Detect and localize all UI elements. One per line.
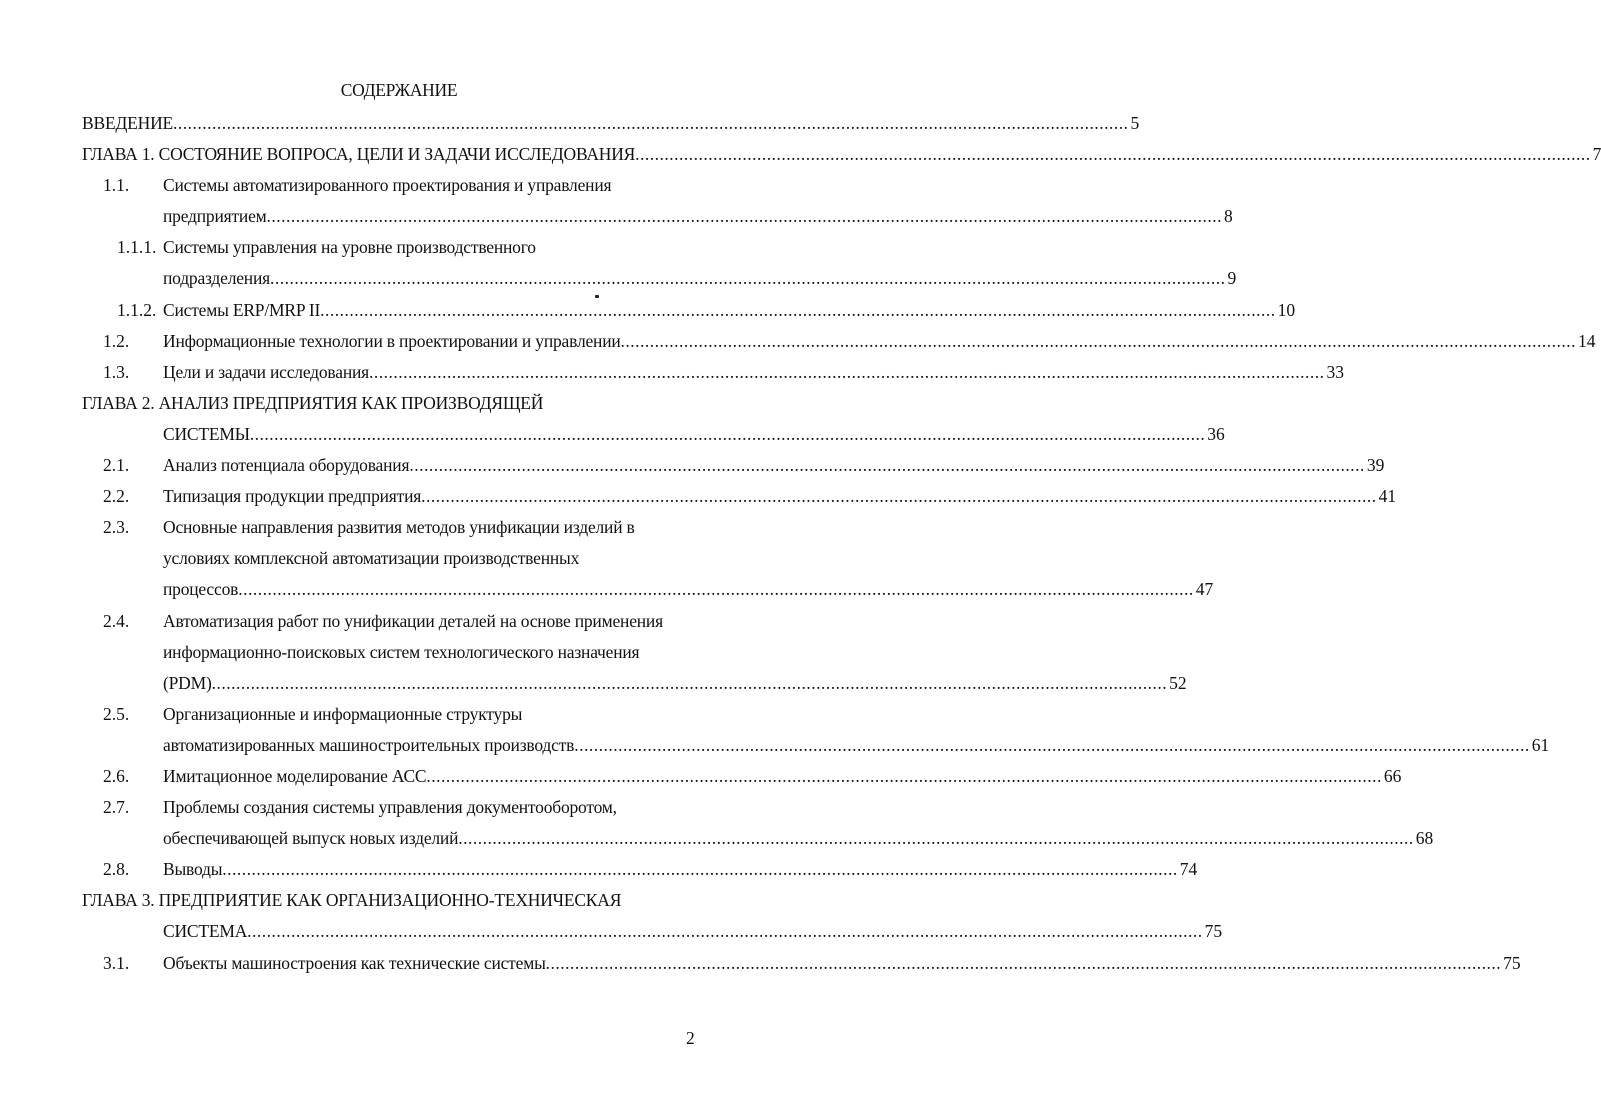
toc-entry-page: 52	[1169, 672, 1187, 693]
toc-entry-line	[82, 481, 1397, 512]
toc-entry-line	[82, 637, 697, 668]
toc-entry-number: 2.2.	[103, 486, 130, 507]
toc-entry-text: информационно-поисковых систем технологического назначения	[163, 641, 640, 662]
toc-entry-text: ГЛАВА 1. СОСТОЯНИЕ ВОПРОСА, ЦЕЛИ И ЗАДАЧИ ИССЛЕДОВАНИЯ	[82, 144, 636, 165]
dot-leader	[212, 668, 1168, 699]
toc-entry-number: 1.1.2.	[117, 299, 157, 320]
toc-entry-text: ВВЕДЕНИЕ	[82, 113, 174, 133]
toc-entry-line	[82, 606, 697, 637]
toc-entry-text: Выводы	[163, 859, 223, 880]
toc-entry-text: Автоматизация работ по унификации деталей на основе применения	[163, 610, 663, 631]
toc-entry-text: Системы автоматизированного проектирования и управления	[163, 175, 612, 196]
toc-entry-page: 5	[1130, 113, 1140, 133]
toc-entry-text: Анализ потенциала оборудования	[163, 455, 410, 476]
toc-entry-page: 68	[1415, 828, 1434, 849]
dot-leader	[320, 295, 1276, 326]
toc-entry-text: подразделения	[163, 268, 270, 289]
toc-entry-line	[82, 170, 697, 201]
toc-entry-line	[82, 450, 1385, 481]
toc-entry-line	[82, 232, 697, 263]
toc-entry-text: предприятием	[163, 206, 267, 227]
dot-leader	[267, 201, 1223, 232]
dot-leader	[426, 761, 1382, 792]
toc-entry-line	[82, 357, 1345, 388]
toc-entry-line	[82, 916, 1223, 947]
dot-leader	[546, 948, 1502, 979]
toc-entry-number: 1.1.1.	[117, 237, 157, 258]
toc-entry-page: 66	[1383, 765, 1402, 786]
toc-entry-line	[82, 730, 1550, 761]
dot-leader	[574, 730, 1530, 761]
toc-entry-text: Основные направления развития методов унификации изделий в	[163, 517, 635, 538]
toc-entry-number: 2.7.	[103, 797, 130, 818]
toc-entry-line	[82, 823, 1434, 854]
toc-entry-number: 2.4.	[103, 610, 130, 631]
toc-entry-number: 3.1.	[103, 952, 130, 973]
toc-entry-text: обеспечивающей выпуск новых изделий	[163, 828, 459, 849]
toc-entry-line	[82, 792, 697, 823]
toc-entry-number: 2.5.	[103, 703, 130, 724]
dot-leader	[250, 419, 1206, 450]
toc-entry-text: Типизация продукции предприятия	[163, 486, 422, 507]
toc-entry-page: 8	[1224, 206, 1233, 227]
toc-entry-line	[82, 512, 697, 543]
dot-leader	[173, 108, 1129, 139]
toc-entry-line	[82, 201, 1233, 232]
toc-entry-text: СИСТЕМА	[163, 921, 248, 942]
toc-entry-text: Объекты машиностроения как технические системы	[163, 952, 546, 973]
scan-speck	[595, 295, 599, 298]
dot-leader	[270, 263, 1226, 294]
toc-entry-line	[82, 854, 1198, 885]
toc-entry-page: 74	[1179, 859, 1198, 880]
toc-entry-text: (PDM)	[163, 672, 212, 693]
toc-entry-number: 2.8.	[103, 859, 130, 880]
toc-entry-text: СИСТЕМЫ	[163, 423, 250, 444]
dot-leader	[222, 854, 1178, 885]
toc-entry-line	[82, 108, 1140, 139]
toc-entry-page: 75	[1204, 921, 1223, 942]
toc-entry-line	[82, 139, 1601, 170]
toc-entry-page: 10	[1277, 299, 1296, 320]
toc-entry-text: Системы управления на уровне производственного	[163, 237, 536, 258]
toc-entry-line	[82, 885, 697, 916]
toc-entry-line	[82, 326, 1596, 357]
toc-entry-line	[82, 948, 1521, 979]
toc-entry-page: 7	[1592, 144, 1601, 165]
toc-entry-text: Системы ERP/MRP II	[163, 299, 321, 320]
toc-entry-line	[82, 761, 1402, 792]
toc-entry-line	[82, 295, 1296, 326]
dot-leader	[247, 916, 1203, 947]
toc-entry-number: 2.1.	[103, 455, 130, 476]
toc-entry-text: Имитационное моделирование АСС	[163, 765, 427, 786]
toc-entry-number: 1.3.	[103, 361, 130, 382]
toc-entry-text: процессов	[163, 579, 239, 600]
toc-entry-page: 47	[1195, 579, 1214, 600]
toc-entry-number: 2.3.	[103, 517, 130, 538]
dot-leader	[635, 139, 1591, 170]
toc-entry-text: ГЛАВА 2. АНАЛИЗ ПРЕДПРИЯТИЯ КАК ПРОИЗВОДЯЩЕЙ	[82, 392, 544, 413]
dot-leader	[421, 481, 1377, 512]
toc-entry-line	[82, 543, 697, 574]
toc-entry-number: 1.2.	[103, 330, 130, 351]
toc-entry-page: 36	[1207, 423, 1225, 444]
toc-entry-page: 14	[1578, 330, 1596, 351]
toc-entry-line	[82, 699, 697, 730]
toc-entry-text: Организационные и информационные структуры	[163, 703, 523, 724]
toc-title: СОДЕРЖАНИЕ	[340, 80, 458, 100]
dot-leader	[238, 574, 1194, 605]
toc-entry-line	[82, 668, 1187, 699]
toc-entry-text: автоматизированных машиностроительных производств	[163, 734, 575, 755]
toc-entry-page: 39	[1366, 455, 1385, 476]
dot-leader	[621, 326, 1577, 357]
toc-entry-text: Информационные технологии в проектировании и управлении	[163, 330, 621, 351]
toc-entry-line	[82, 419, 1225, 450]
toc-entry-line	[82, 388, 697, 419]
toc-entry-text: Цели и задачи исследования	[163, 361, 370, 382]
toc-entry-number: 1.1.	[103, 175, 130, 196]
toc-entry-page: 9	[1227, 268, 1237, 289]
toc-entry-line	[82, 263, 1237, 294]
table-of-contents	[82, 108, 1601, 979]
toc-entry-number: 2.6.	[103, 765, 130, 786]
toc-entry-page: 33	[1326, 361, 1345, 382]
page-number: 2	[686, 1028, 695, 1048]
toc-entry-text: условиях комплексной автоматизации производственных	[163, 548, 580, 569]
toc-entry-page: 75	[1503, 952, 1521, 973]
toc-entry-page: 41	[1378, 486, 1397, 507]
toc-entry-page: 61	[1531, 734, 1550, 755]
toc-entry-line	[82, 574, 1214, 605]
toc-entry-text: ГЛАВА 3. ПРЕДПРИЯТИЕ КАК ОРГАНИЗАЦИОННО-ТЕХНИЧЕСКАЯ	[82, 890, 622, 911]
dot-leader	[458, 823, 1414, 854]
dot-leader	[409, 450, 1365, 481]
toc-entry-text: Проблемы создания системы управления документооборотом,	[163, 797, 617, 818]
dot-leader	[369, 357, 1325, 388]
